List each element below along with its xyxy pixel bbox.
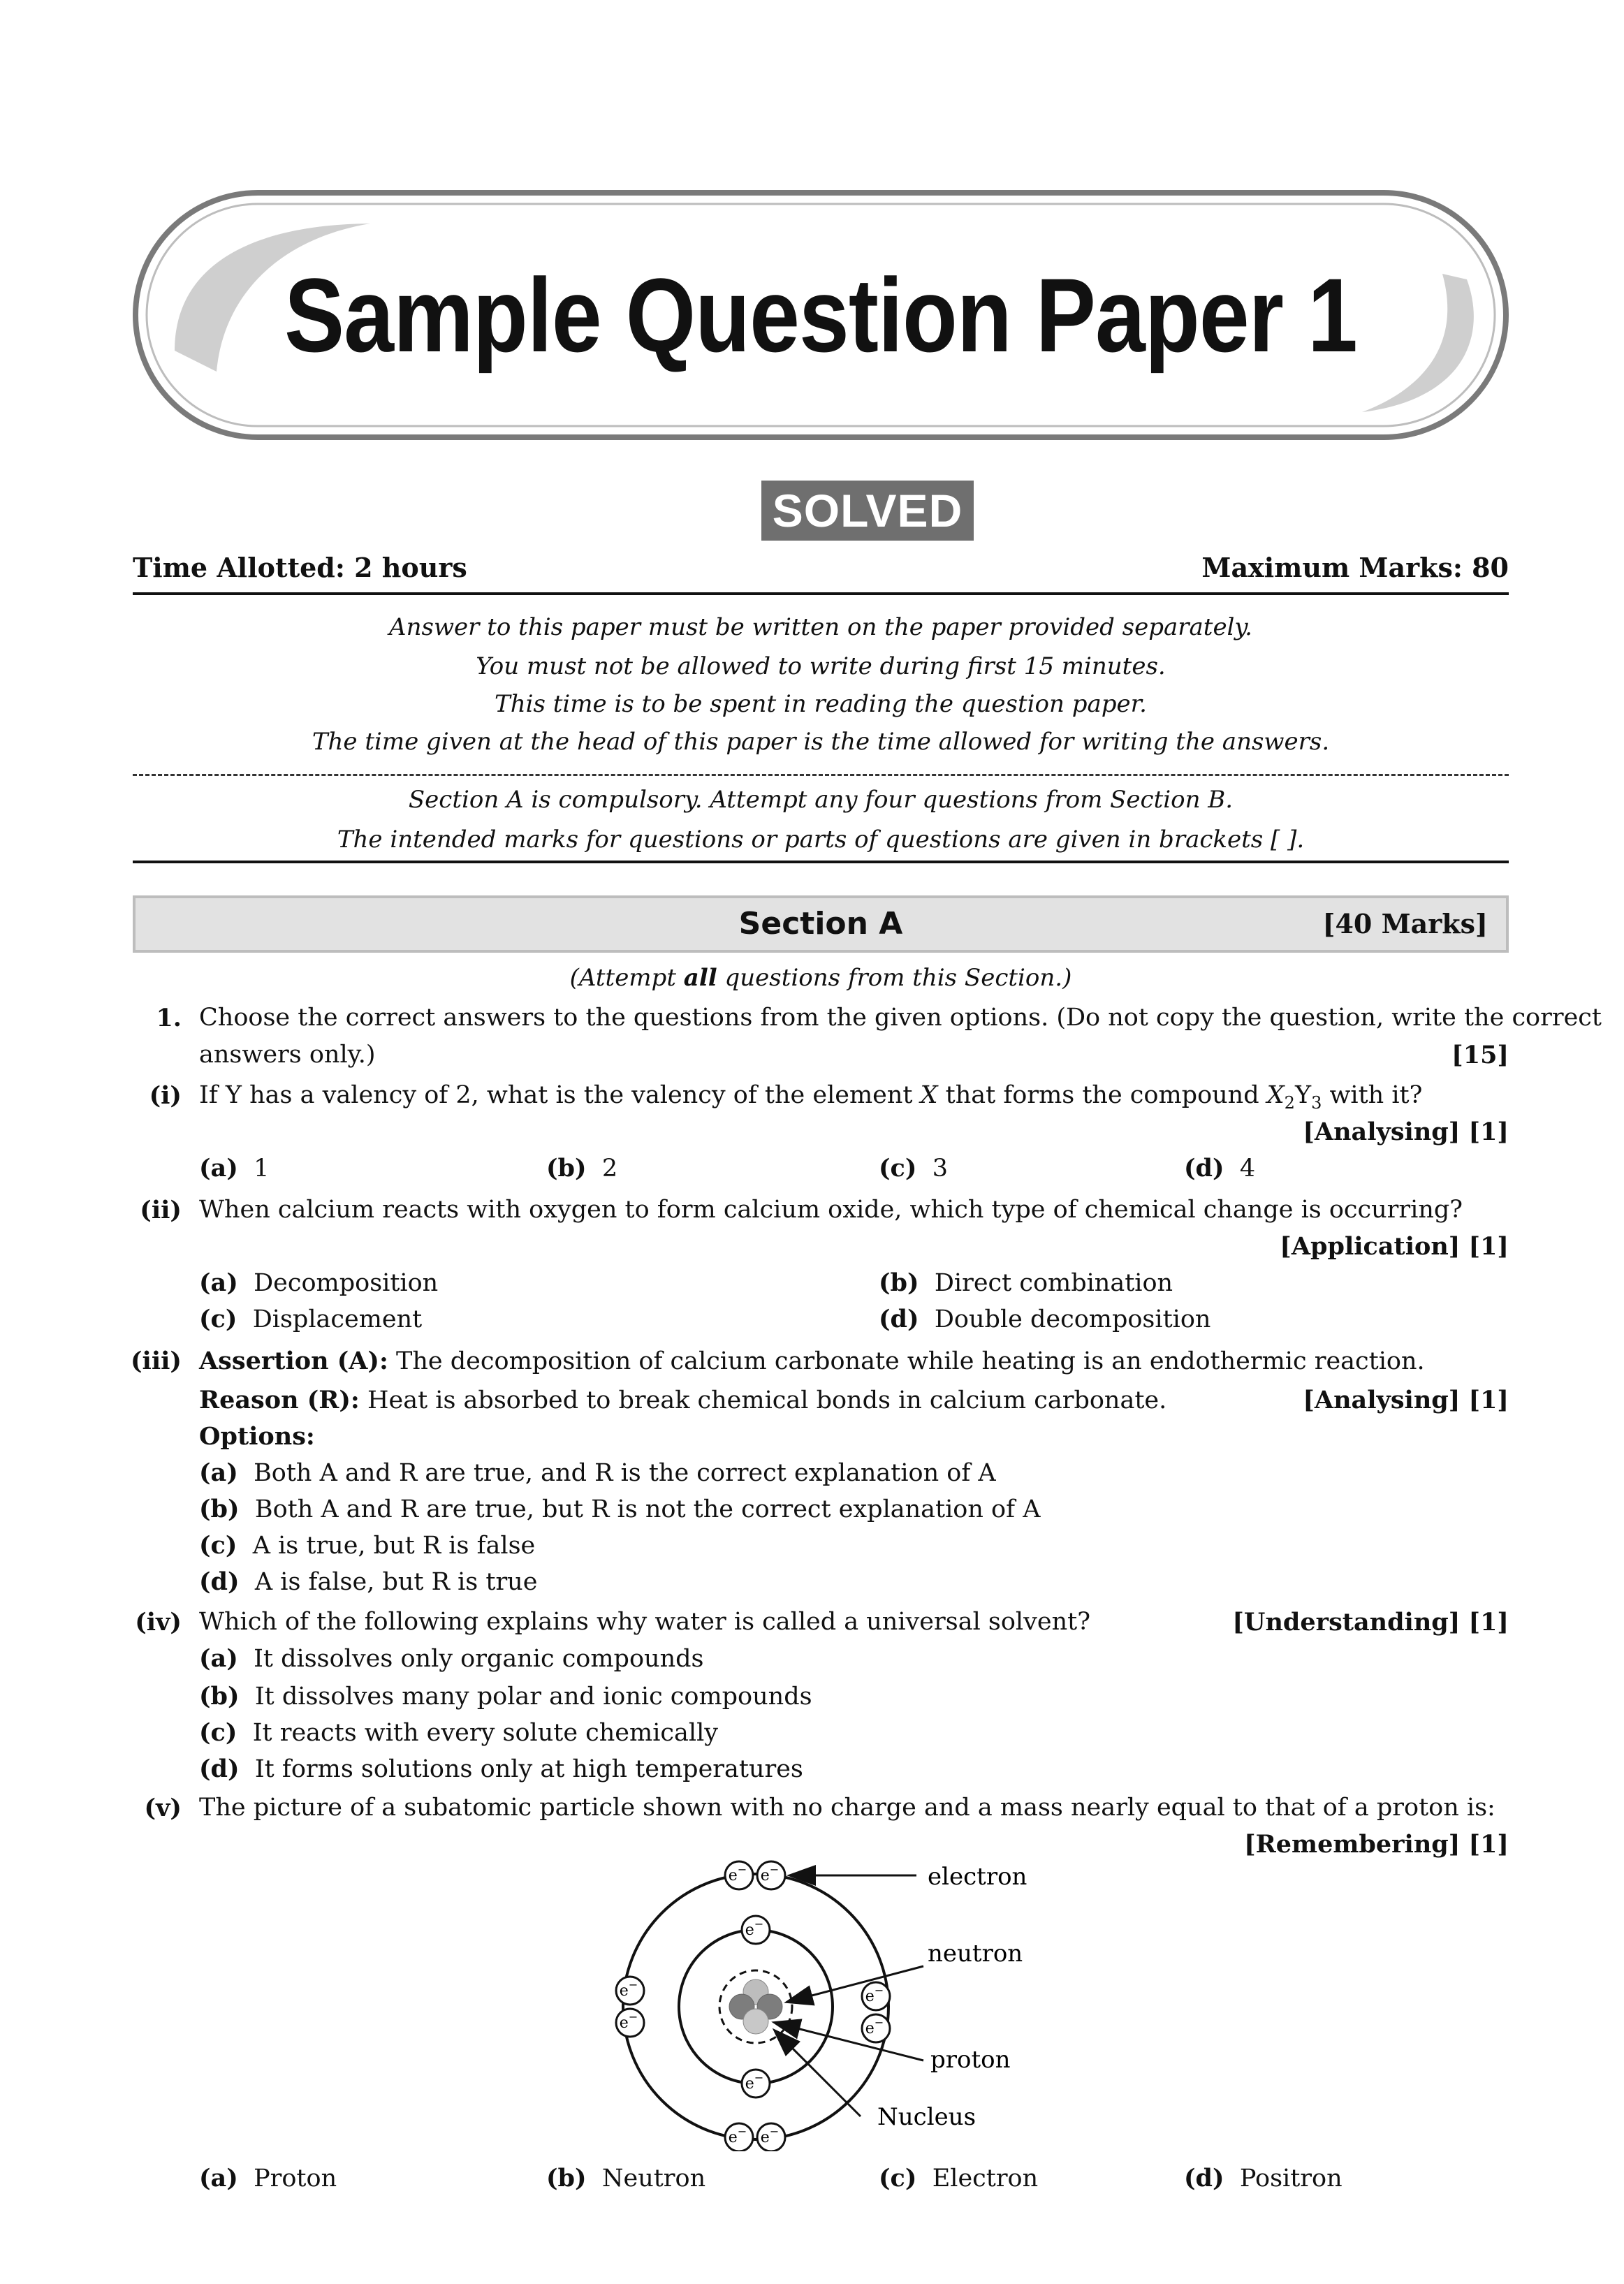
subquestion-marks: [Remembering] [1]	[1244, 1830, 1509, 1859]
option-c: (c) It reacts with every solute chemically	[199, 1718, 719, 1747]
subquestion-text: When calcium reacts with oxygen to form calcium oxide, which type of chemical change is occurring?	[199, 1196, 1463, 1224]
question-text: Choose the correct answers to the questions from the given options. (Do not copy the question, write the correct	[199, 1004, 1602, 1032]
electron	[725, 1861, 753, 1889]
question-number: 1.	[156, 1004, 182, 1032]
inner-shell	[679, 1930, 833, 2084]
subquestion-marks: [Understanding] [1]	[1232, 1608, 1509, 1637]
maximum-marks: Maximum Marks: 80	[1201, 552, 1509, 583]
section-marks: [40 Marks]	[1322, 908, 1488, 939]
electron	[616, 2009, 644, 2037]
title-banner	[133, 190, 1509, 440]
instruction-line-5: Section A is compulsory. Attempt any four questions from Section B.	[408, 786, 1234, 814]
section-title: Section A	[738, 906, 903, 942]
subquestion-number: (iv)	[135, 1608, 182, 1637]
subquestion-marks: [Application] [1]	[1280, 1232, 1509, 1261]
subquestion-marks: [Analysing] [1]	[1303, 1386, 1509, 1414]
electron-label: e−	[865, 1984, 884, 2005]
subquestion-text: If Y has a valency of 2, what is the valency of the element X that forms the compound $X_2Y_3$ with it?	[199, 1081, 1423, 1113]
header-rule	[133, 592, 1509, 595]
atom-diagram	[601, 1858, 1132, 2154]
electron-label: e−	[619, 2010, 638, 2032]
option-b: (b) Direct combination	[879, 1268, 1173, 1297]
option-c: (c) Electron	[879, 2164, 1039, 2193]
nucleus-arrow	[775, 2031, 861, 2116]
neutron-caption: neutron	[928, 1940, 1023, 1968]
subquestion-number: (ii)	[140, 1196, 182, 1224]
subquestion-number: (iii)	[130, 1347, 182, 1375]
instruction-line-4: The time given at the head of this paper is the time allowed for writing the answers.	[312, 728, 1330, 756]
electron	[862, 2014, 890, 2042]
electron	[742, 2070, 770, 2098]
option-c: (c) A is true, but R is false	[199, 1531, 536, 1560]
outer-shell	[623, 1874, 888, 2139]
subquestion-text: The picture of a subatomic particle shown with no charge and a mass nearly equal to that of a proton is:	[199, 1794, 1495, 1822]
option-d: (d) Positron	[1184, 2164, 1343, 2193]
electron-label: e−	[760, 2125, 780, 2146]
option-c: (c) 3	[879, 1154, 948, 1183]
question-text-cont: answers only.)	[199, 1041, 376, 1069]
electron-label: e−	[745, 2071, 764, 2093]
solved-badge: SOLVED	[761, 481, 974, 541]
electron-label: e−	[760, 1863, 780, 1884]
option-d: (d) A is false, but R is true	[199, 1567, 538, 1596]
section-a-header	[133, 895, 1509, 953]
reason-text: Reason (R): Heat is absorbed to break chemical bonds in calcium carbonate.	[199, 1386, 1167, 1414]
option-c: (c) Displacement	[199, 1305, 423, 1333]
dashed-divider	[133, 774, 1509, 776]
option-a: (a) It dissolves only organic compounds	[199, 1644, 704, 1673]
instruction-line-2: You must not be allowed to write during first 15 minutes.	[476, 652, 1166, 680]
electron	[725, 2123, 753, 2151]
option-b: (b) It dissolves many polar and ionic compounds	[199, 1682, 812, 1711]
electron-label: e−	[865, 2016, 884, 2037]
electron	[742, 1916, 770, 1944]
assertion-text: Assertion (A): The decomposition of calcium carbonate while heating is an endothermic reaction.	[199, 1347, 1425, 1375]
electron	[616, 1977, 644, 2005]
option-a: (a) 1	[199, 1154, 270, 1183]
electron	[757, 1861, 785, 1889]
subquestion-marks: [Analysing] [1]	[1303, 1118, 1509, 1146]
option-d: (d) Double decomposition	[879, 1305, 1211, 1333]
option-a: (a) Both A and R are true, and R is the correct explanation of A	[199, 1458, 996, 1487]
time-allotted: Time Allotted: 2 hours	[133, 552, 467, 583]
option-d: (d) It forms solutions only at high temperatures	[199, 1755, 803, 1783]
neutron-arrow	[788, 1966, 923, 2002]
electron	[757, 2123, 785, 2151]
nucleus-caption: Nucleus	[877, 2103, 976, 2131]
subquestion-number: (i)	[149, 1081, 182, 1110]
instruction-line-1: Answer to this paper must be written on the paper provided separately.	[389, 613, 1252, 641]
question-marks: [15]	[1451, 1041, 1509, 1069]
proton	[743, 2009, 768, 2034]
option-b: (b) Both A and R are true, but R is not the correct explanation of A	[199, 1495, 1041, 1523]
subquestion-text: Which of the following explains why water is called a universal solvent?	[199, 1608, 1090, 1636]
electron-label: e−	[728, 1863, 747, 1884]
option-a: (a) Decomposition	[199, 1268, 439, 1297]
section-note: (Attempt all questions from this Section.)	[569, 964, 1072, 992]
proton-caption: proton	[930, 2046, 1011, 2074]
option-a: (a) Proton	[199, 2164, 337, 2193]
electron-label: e−	[728, 2125, 747, 2146]
instructions-rule	[133, 861, 1509, 863]
electron-label: e−	[745, 1917, 764, 1939]
page-title: Sample Question Paper 1	[284, 256, 1357, 374]
electron-caption: electron	[928, 1863, 1027, 1891]
instruction-line-6: The intended marks for questions or parts of questions are given in brackets [ ].	[337, 826, 1305, 854]
atom-diagram-svg	[601, 1858, 1132, 2151]
electron-label: e−	[619, 1978, 638, 2000]
instruction-line-3: This time is to be spent in reading the question paper.	[495, 690, 1147, 718]
subquestion-number: (v)	[144, 1794, 182, 1822]
option-d: (d) 4	[1184, 1154, 1256, 1183]
option-b: (b) Neutron	[546, 2164, 706, 2193]
electron	[862, 1982, 890, 2010]
options-label: Options:	[199, 1422, 315, 1451]
option-b: (b) 2	[546, 1154, 618, 1183]
